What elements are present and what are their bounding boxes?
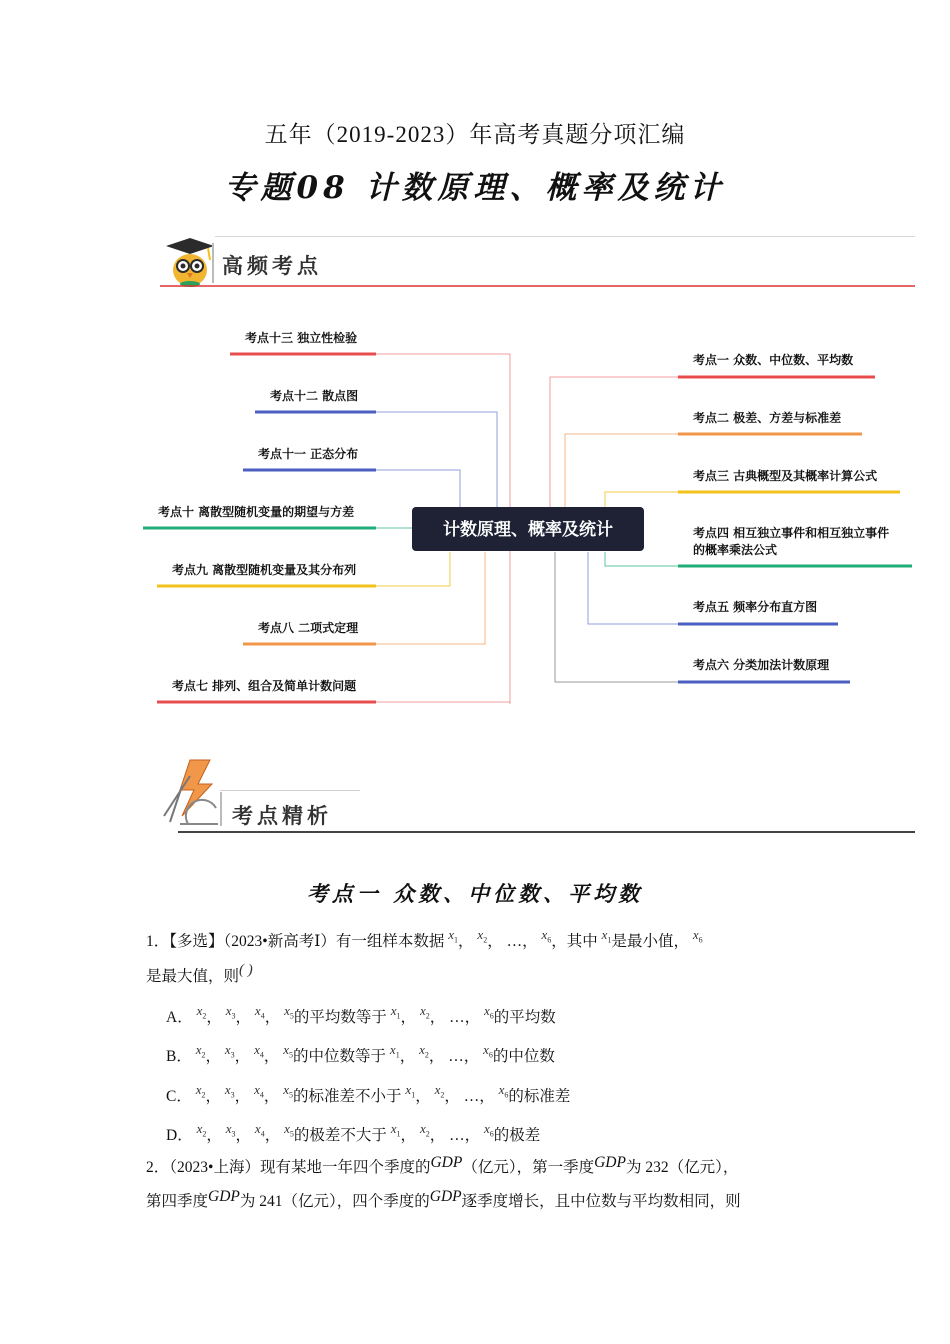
- node-label: 考点七 排列、组合及简单计数问题: [172, 679, 357, 693]
- question-2-line-2: 第四季度GDP为 241（亿元），四个季度的GDP逐季度增长，且中位数与平均数相同，则: [146, 1188, 741, 1210]
- option-c[interactable]: C． $^{x_2}$， $^{x_3}$， $^{x_4}$， $^{x_5}$的标准差不小于 $^{x_1}$， $^{x_2}$， …， $^{x_6}$的标准差: [166, 1082, 571, 1105]
- node-label: 考点十一 正态分布: [258, 447, 359, 461]
- section-label: 考点精析: [232, 803, 332, 828]
- option-d[interactable]: D． $^{x_2}$， $^{x_3}$， $^{x_4}$， $^{x_5}$的极差不大于 $^{x_1}$， $^{x_2}$， …， $^{x_6}$的极差: [166, 1121, 541, 1144]
- mindmap: [140, 318, 930, 718]
- node-label: 考点八 二项式定理: [258, 621, 359, 635]
- option-a[interactable]: A． $^{x_2}$， $^{x_3}$， $^{x_4}$， $^{x_5}$的平均数等于 $^{x_1}$， $^{x_2}$， …， $^{x_6}$的平均数: [166, 1003, 556, 1026]
- node-label: 考点二 极差、方差与标准差: [693, 411, 842, 425]
- math-var: GDP: [594, 1154, 626, 1171]
- node-label: 考点三 古典概型及其概率计算公式: [693, 469, 878, 483]
- ruler-compass-icon: [160, 756, 222, 828]
- node-label: 考点四 相互独立事件和相互独立事件: [693, 526, 890, 540]
- mindmap-node-left-7: [157, 678, 376, 702]
- document-title: 五年（2019-2023）年高考真题分项汇编: [264, 122, 686, 147]
- node-label: 考点十 离散型随机变量的期望与方差: [158, 505, 355, 519]
- option-b[interactable]: B． $^{x_2}$， $^{x_3}$， $^{x_4}$， $^{x_5}$的中位数等于 $^{x_1}$， $^{x_2}$， …， $^{x_6}$的中位数: [166, 1042, 555, 1065]
- mindmap-node-left-13: [230, 330, 376, 354]
- math-var: x1: [601, 927, 612, 945]
- mindmap-node-left-12: [255, 388, 376, 412]
- node-label: 考点十二 散点图: [270, 389, 359, 403]
- mindmap-center-node: [412, 507, 644, 551]
- mindmap-node-left-9: [157, 562, 376, 586]
- math-var: GDP: [208, 1188, 240, 1205]
- question-source: （2023•上海）: [169, 1159, 260, 1176]
- math-var: GDP: [430, 1154, 463, 1171]
- section-header-analysis: [160, 760, 915, 828]
- question-1-line-2: [146, 962, 826, 988]
- node-label: 考点一 众数、中位数、平均数: [693, 353, 854, 367]
- mindmap-node-left-8: [243, 620, 376, 644]
- topic-title: 专题08 计数原理、概率及统计: [224, 170, 726, 206]
- mindmap-node-right-2: [678, 410, 862, 434]
- math-var: x2: [477, 927, 488, 945]
- node-label: 考点九 离散型随机变量及其分布列: [172, 563, 357, 577]
- mindmap-node-right-5: [678, 599, 838, 624]
- section-header-high-freq: [160, 234, 915, 294]
- math-var: x6: [541, 927, 552, 945]
- node-label: 考点五 频率分布直方图: [693, 600, 818, 614]
- section-label: 高频考点: [222, 253, 322, 278]
- mindmap-node-right-6: [678, 657, 850, 682]
- node-label-line2: 的概率乘法公式: [693, 543, 778, 557]
- owl-graduate-icon: [160, 236, 220, 288]
- question-2-line-1: 2．（2023•上海）现有某地一年四个季度的GDP（亿元），第一季度GDP为 232（亿元），: [146, 1154, 739, 1176]
- mindmap-node-right-4: [678, 525, 912, 566]
- node-label: 考点六 分类加法计数原理: [693, 658, 830, 672]
- question-text: 是最大值，则: [146, 968, 240, 985]
- math-var: x1: [448, 927, 459, 945]
- question-tag: 【多选】: [169, 933, 224, 950]
- center-label: 计数原理、概率及统计: [443, 520, 613, 540]
- question-number: 1．: [146, 933, 170, 950]
- kaodian-title: 考点一 众数、中位数、平均数: [306, 881, 644, 906]
- mindmap-node-left-11: [243, 446, 376, 470]
- answer-blank: ( ): [239, 962, 253, 978]
- question-text: 有一组样本数据: [335, 933, 445, 950]
- mindmap-node-right-1: [678, 352, 875, 377]
- math-var: GDP: [429, 1188, 462, 1205]
- question-source: （2023•新高考Ⅰ）: [223, 933, 336, 950]
- question-number: 2．: [146, 1159, 170, 1176]
- mindmap-node-right-3: [678, 468, 900, 492]
- node-label: 考点十三 独立性检验: [245, 331, 358, 345]
- math-var: x6: [692, 927, 703, 945]
- question-1-line-1: 1．【多选】（2023•新高考Ⅰ）有一组样本数据 $^{x_1}$， $^{x_2}$， …， $^{x_6}$，其中 $^{x_1}$是最小值， $^{x_6}$: [146, 927, 703, 950]
- mindmap-node-left-10: [143, 504, 376, 528]
